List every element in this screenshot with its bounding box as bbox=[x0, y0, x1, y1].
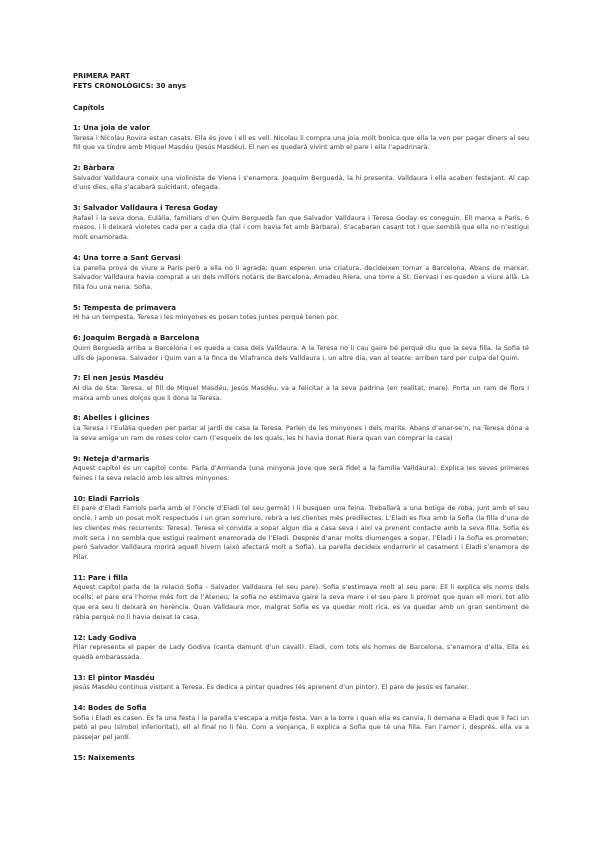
chapter-7 bbox=[73, 374, 529, 403]
chapter-title: 9: Neteja d’armaris bbox=[73, 454, 150, 463]
chapter-5 bbox=[73, 304, 529, 323]
chapter-text: Quim Berguedà arriba a Barcelona i es queda a casa dels Valldaura. A la Teresa no li cau gaire bé perquè diu que la seva filla, la Sofia té ulls de japonesa. Salvador i Quim van a la finca de Vilafranca dels Valldaura i, un altre dia, van al teatre: arriben tard per culpa del Quim. bbox=[73, 343, 529, 362]
part-heading: PRIMERA PART bbox=[73, 72, 130, 80]
chapter-title: 6: Joaquim Bergadà a Barcelona bbox=[73, 334, 200, 343]
chapter-text: Sofia i Eladi es casen. Es fa una festa i la parella s’escapa a mitja festa. Van a la torre i quan ella es canvia, li demana a Eladi que li faci un petó al peu (símbol inferioritat), ell al final no li féu. Com a venjança, li explica a Sofia que té una filla. Fan l’amor i, després, ella va a passejar pel jardí. bbox=[73, 713, 529, 742]
chapter-text: Aquest capítol és un capítol conte. Parla d’Armanda (una minyona jove que serà fidel a la família Valldaura). Explica les seves primeres feines i la seva relació amb les altres minyones. bbox=[73, 464, 529, 482]
chapter-title: 13: El pintor Masdéu bbox=[73, 673, 155, 682]
chapter-text: El pare d’Eladi Farriols parla amb el l’oncle d’Eladi (el seu germà) i li busquen una feina. Treballarà a una botiga de roba, junt amb el seu oncle, i amb un posat molt respectuós i un gran somriure, rebrà a les clientes més predilectes. L’Eladi es fixa amb la Sofia (la filla d’una de les clientes més recurrents: Teresa). Teresa el convida a sopar algun dia a casa seva i així va prenent contacte amb la seva filla. Sofia és molt seca i no sembla que estigui realment enamorada de l’Eladi. Després d’anar molts diumenges a sopar, l’Eladi i la Sofia es prometen; però Salvador Valldaura morirà aquell hivern (això afectarà molt a Sofia). La parella decideix endarrerir el casament i Eladi s’enamora de Pilar. bbox=[73, 504, 529, 562]
chapter-title: 8: Abelles i glicines bbox=[73, 414, 150, 423]
chapter-14 bbox=[73, 704, 529, 743]
chapter-list bbox=[73, 124, 529, 763]
chapter-6 bbox=[73, 334, 529, 363]
chapter-8 bbox=[73, 414, 529, 443]
chapter-title: 10: Eladi Farriols bbox=[73, 494, 140, 503]
chapter-text: Al dia de Sta. Teresa, el fill de Miquel Masdéu, Jesús Masdéu, va a felicitar a la seva padrina (en realitat, mare). Porta un ram de flors i marxa amb unes dolços que li dona la Teresa. bbox=[73, 383, 529, 402]
document-content bbox=[73, 71, 529, 763]
chapter-text: Salvador Valldaura coneix una violinista de Viena i s’enamora. Joaquim Berguedà, la hi presenta. Valldaura i ella acaben festejant. Al cap d’uns dies, ella s’acabarà suïcidant, ofegada. bbox=[73, 173, 529, 192]
chapter-title: 2: Bàrbara bbox=[73, 164, 115, 173]
chapter-title: 11: Pare i filla bbox=[73, 573, 128, 582]
chapter-title: 1: Una joia de valor bbox=[73, 124, 150, 132]
chapter-2 bbox=[73, 164, 529, 193]
chapter-10 bbox=[73, 495, 529, 563]
chapter-13 bbox=[73, 674, 529, 693]
chapter-3 bbox=[73, 204, 529, 243]
chapter-text: Rafael i la seva dona, Eulàlia, familiars d’en Quim Berguedà fan que Salvador Valldaura i Teresa Goday es coneguin. Ell marxa a París, 6 mesos, i li deixarà violetes cada per a cada dia (tal i com havia fet amb Bàrbara). S’acabaran casant tot i que semblà que ella no n’estigui molt enamorada. bbox=[73, 213, 529, 242]
chapter-title: 5: Tempesta de primavera bbox=[73, 303, 176, 312]
chapter-15 bbox=[73, 754, 529, 764]
part-subtitle: FETS CRONOLÒGICS: 30 anys bbox=[73, 82, 186, 90]
chapter-text: Aquest capítol parla de la relació Sofia - Salvador Valldaura (el seu pare). Sofia s’estimava molt al seu pare. Ell li explica els noms dels ocells; el pare era l’home més fort de l’Ateneu; la sofia no estimava gaire la seva mare i el seu pare li promet que quan ell mori, tot allò que era seu li deixarà en herència. Quan Valldaura mor, malgrat Sofia es va quedar molt rica, es va quedar amb un gran sentiment de ràbia perquè no li havia deixat la casa. bbox=[73, 583, 529, 621]
chapter-text: Teresa i Nicolau Rovira estan casats. Ella és jove i ell es vell. Nicolau li compra una joia molt bonica que ella la ven per pagar diners al seu fill que va tindre amb Miquel Masdéu (Jesús Masdéu). El nen es quedarà vivint amb el pare i ella l’apadrinarà. bbox=[73, 133, 529, 152]
chapter-11 bbox=[73, 574, 529, 623]
chapter-text: Pilar representa el paper de Lady Godiva (canta damunt d’un cavall). Eladi, com tots els homes de Barcelona, s’enamora d’ella. Ella es quedà embarassada. bbox=[73, 643, 529, 661]
chapter-9 bbox=[73, 455, 529, 484]
chapter-title: 4: Una torre a Sant Gervasi bbox=[73, 254, 181, 263]
chapter-text: La Teresa i l’Eulàlia queden per parlar al jardí de casa la Teresa. Parlen de les minyones i dels marits. Abans d’anar-se’n, na Teresa dóna a la seva amiga un ram de roses color carn (l’esqueix de les quals, les hi havia donat Riera quan van comprar la casa) bbox=[73, 423, 529, 442]
chapters-heading: Capítols bbox=[73, 104, 105, 112]
chapter-title: 14: Bodes de Sofia bbox=[73, 704, 147, 712]
chapter-text: Jesús Masdéu continua visitant a Teresa. Es dedica a pintar quadres (és aprenent d’un pintor). El pare de Jesús es fanaler. bbox=[73, 683, 469, 692]
chapter-4 bbox=[73, 254, 529, 293]
chapter-text: Hi ha un tempesta, Teresa i les minyones es posen totes juntes perquè tenen por. bbox=[73, 313, 339, 322]
chapter-title: 15: Naixements bbox=[73, 753, 135, 762]
chapter-title: 12: Lady Godiva bbox=[73, 633, 137, 642]
chapter-1 bbox=[73, 124, 529, 153]
chapter-title: 7: El nen Jesús Masdéu bbox=[73, 374, 164, 383]
chapter-text: La parella prova de viure a París però a ella no li agrada; quan esperen una criatura, decideixen tornar a Barcelona. Abans de marxar, Salvador Valldaura havia comprat a un dels millors notaris de Barcelona, Amadeu Riera, una torre a St. Gervasi i es queden a viure allà. La filla fou una nena: Sofia. bbox=[73, 263, 529, 292]
chapter-title: 3: Salvador Valldaura i Teresa Goday bbox=[73, 204, 218, 213]
chapter-12 bbox=[73, 634, 529, 663]
